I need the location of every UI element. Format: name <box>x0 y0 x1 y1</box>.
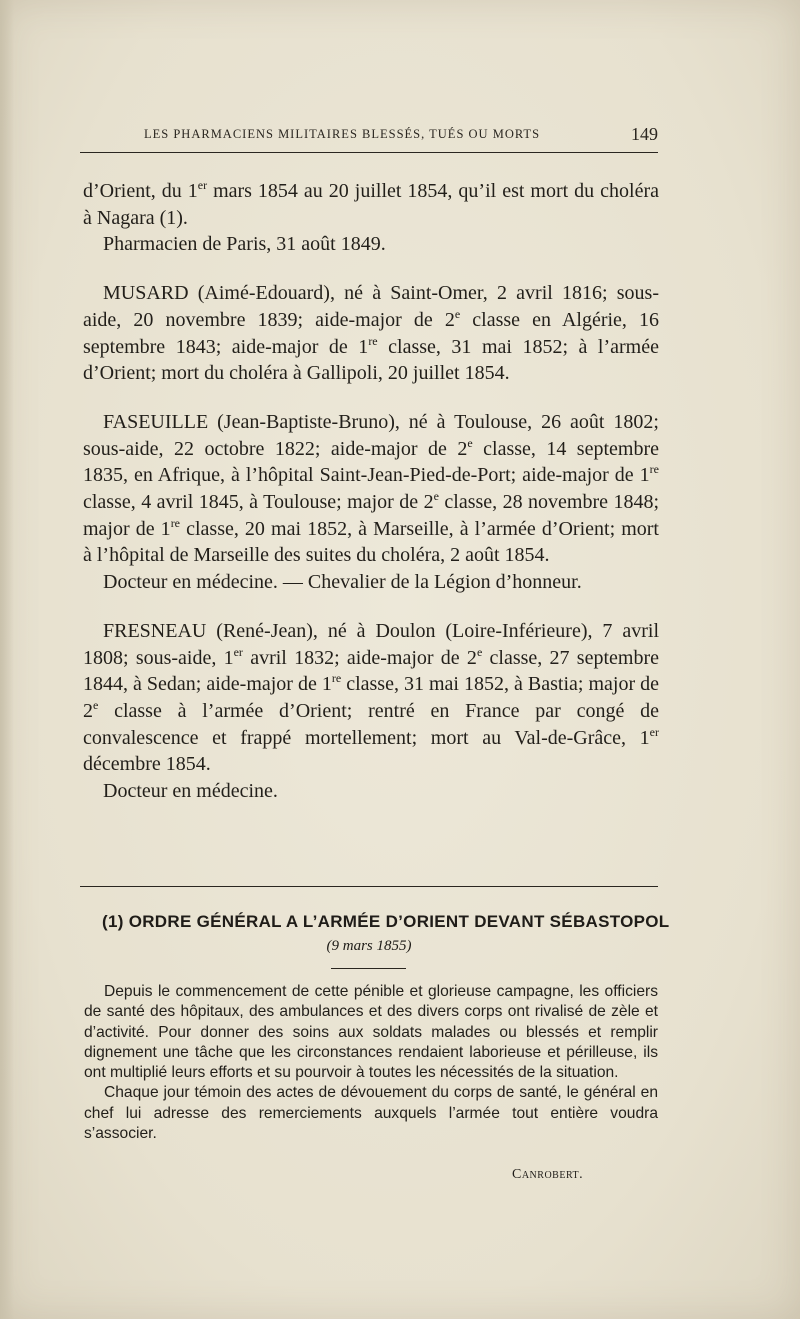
footnote-date: (9 mars 1855) <box>326 938 412 954</box>
superscript: e <box>476 644 483 659</box>
superscript: er <box>233 644 243 659</box>
superscript: er <box>649 724 659 739</box>
text-run: classe, 28 novembre 1848; major de 1 <box>83 491 659 540</box>
text-run: classe, 27 septembre 1844, à Sedan; aide-major de 1 <box>83 646 659 696</box>
superscript: re <box>170 515 181 530</box>
text-run: classe, 20 mai 1852, à Marseille, à l’armée d’Orient; mort à l’hôpital de Marseille des suites du choléra, 2 août 1854. <box>83 517 659 567</box>
superscript: re <box>368 333 378 348</box>
text-run: classe, 31 mai 1852; à l’armée d’Orient; mort du choléra à Gallipoli, 20 juillet 1854. <box>83 335 659 385</box>
text-run: classe, 31 mai 1852, à Bastia; major de 2 <box>83 673 659 722</box>
page-number: 149 <box>631 124 658 144</box>
paragraph-musard <box>83 280 659 387</box>
text-run: classe en Algérie, 16 septembre 1843; aide-major de 1 <box>83 308 660 358</box>
footnote-body <box>84 982 658 1144</box>
text-run: décembre 1854. <box>83 753 211 776</box>
paragraph-docteur: Docteur en médecine. <box>103 780 278 803</box>
paragraph-gap <box>83 387 659 409</box>
paragraph-gap <box>83 596 659 618</box>
main-text <box>83 178 659 805</box>
text-run: classe, 4 avril 1845, à Toulouse; major de 2 <box>83 491 434 514</box>
footnote-paragraph: Chaque jour témoin des actes de dévouement du corps de santé, le général en chef lui adresse des remerciements auxquels l’armée tout entière voudra s’associer. <box>84 1084 658 1143</box>
text-run: d’Orient, du 1 <box>83 180 198 202</box>
superscript: re <box>331 671 342 686</box>
text-run: classe à l’armée d’Orient; rentré en France par congé de convalescence et frappé mortellement; mort au Val-de-Grâce, 1 <box>83 699 659 749</box>
superscript: e <box>454 307 461 322</box>
header-rule <box>80 152 658 153</box>
running-head <box>80 124 658 148</box>
text-run: FRESNEAU (René-Jean), né à Doulon (Loire-Inférieure), 7 avril 1808; sous-aide, 1 <box>83 619 659 669</box>
superscript: e <box>433 489 439 504</box>
text-run: classe, 14 septembre 1835, en Afrique, à l’hôpital Saint-Jean-Pied-de-Port; aide-major de 1 <box>83 437 659 487</box>
paragraph-continuation <box>83 178 659 231</box>
text-run: avril 1832; aide-major de 2 <box>242 646 477 669</box>
text-run: FASEUILLE (Jean-Baptiste-Bruno), né à Toulouse, 26 août 1802; sous-aide, 22 octobre 1822; aide-major de 2 <box>83 410 659 460</box>
footnote-rule <box>80 886 658 887</box>
footnote-short-rule <box>331 968 406 969</box>
superscript: e <box>93 698 99 713</box>
running-title: LES PHARMACIENS MILITAIRES BLESSÉS, TUÉS OU MORTS <box>144 127 541 141</box>
superscript: er <box>197 178 208 193</box>
binding-shadow <box>0 0 14 1319</box>
superscript: e <box>467 435 473 450</box>
text-run: mars 1854 au 20 juillet 1854, qu’il est mort du choléra à Nagara (1). <box>83 180 659 229</box>
paragraph-faseuille <box>83 409 659 569</box>
footnote-signature: Canrobert. <box>512 1167 584 1182</box>
text-run: MUSARD (Aimé-Edouard), né à Saint-Omer, 2 avril 1816; sous-aide, 20 novembre 1839; aide-major de 2 <box>83 282 659 331</box>
paragraph-pharmacien: Pharmacien de Paris, 31 août 1849. <box>103 233 386 256</box>
paragraph-fresneau <box>83 618 659 778</box>
paragraph-docteur-chevalier: Docteur en médecine. — Chevalier de la Légion d’honneur. <box>103 571 582 594</box>
footnote-paragraph: Depuis le commencement de cette pénible et glorieuse campagne, les officiers de santé des hôpitaux, des ambulances et des divers corps ont rivalisé de zèle et d’activité. Pour donner des soins aux soldats malades ou blessés et remplir dignement une tâche que les circonstances rendaient laborieuse et périlleuse, ils ont multiplié leurs efforts et su pourvoir à toutes les nécessités de la situation. <box>84 983 658 1082</box>
footnote-title: (1) ORDRE GÉNÉRAL A L’ARMÉE D’ORIENT DEVANT SÉBASTOPOL <box>102 912 670 931</box>
paragraph-gap <box>83 258 659 280</box>
superscript: re <box>649 462 659 477</box>
